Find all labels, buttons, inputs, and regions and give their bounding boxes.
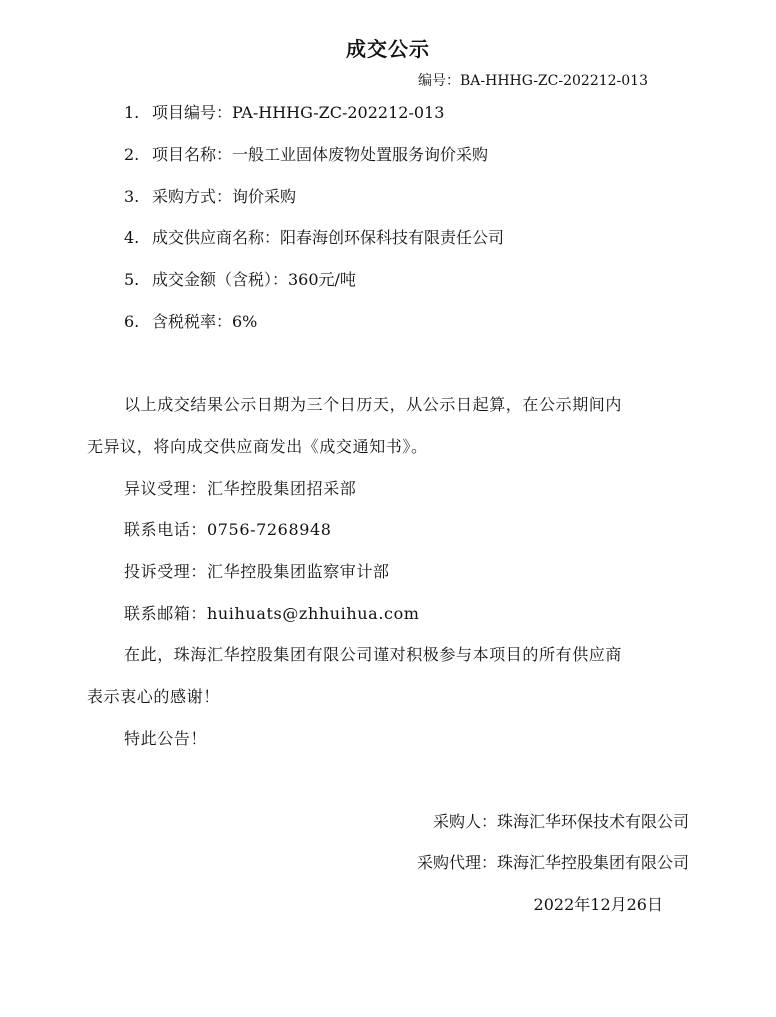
list-item-tax-rate xyxy=(124,309,257,332)
list-item-procurement-method xyxy=(124,184,296,207)
signature-agent: 采购代理：珠海汇华控股集团有限公司 xyxy=(416,853,689,872)
list-item-supplier xyxy=(124,225,504,248)
list-item-project-number xyxy=(124,100,444,123)
thanks-line-2: 表示衷心的感谢！ xyxy=(87,687,220,706)
page-title: 成交公示 xyxy=(346,37,430,61)
signature-buyer: 采购人：珠海汇华环保技术有限公司 xyxy=(432,812,689,831)
list-item-text: 项目名称：一般工业固体废物处置服务询价采购 xyxy=(152,145,489,164)
list-item-text: 项目编号：PA-HHHG-ZC-202212-013 xyxy=(152,103,445,122)
list-item-text: 采购方式：询价采购 xyxy=(152,187,297,206)
contact-phone: 联系电话：0756-7268948 xyxy=(124,520,332,539)
list-item-number: 3. xyxy=(124,187,140,206)
list-item-amount xyxy=(124,267,356,290)
list-item-number: 1. xyxy=(124,103,140,122)
contact-email: 联系邮箱：huihuats@zhhuihua.com xyxy=(124,604,420,623)
list-item-text: 成交供应商名称：阳春海创环保科技有限责任公司 xyxy=(152,228,505,247)
list-item-text: 含税税率：6% xyxy=(152,312,258,331)
list-item-text: 成交金额（含税）：360元/吨 xyxy=(152,270,356,289)
list-item-number: 2. xyxy=(124,145,140,164)
list-item-number: 6. xyxy=(124,312,140,331)
list-item-project-name xyxy=(124,142,488,165)
thanks-line-1: 在此，珠海汇华控股集团有限公司谨对积极参与本项目的所有供应商 xyxy=(124,645,623,664)
notice-line-2: 无异议，将向成交供应商发出《成交通知书》。 xyxy=(87,437,428,456)
list-item-number: 4. xyxy=(124,228,140,247)
document-number: 编号：BA-HHHG-ZC-202212-013 xyxy=(418,73,648,89)
signature-date: 2022年12月26日 xyxy=(533,895,663,914)
list-item-number: 5. xyxy=(124,270,140,289)
closing-statement: 特此公告！ xyxy=(124,729,208,748)
objection-contact: 异议受理：汇华控股集团招采部 xyxy=(124,479,357,498)
notice-line-1: 以上成交结果公示日期为三个日历天，从公示日起算，在公示期间内 xyxy=(124,395,623,414)
complaint-contact: 投诉受理：汇华控股集团监察审计部 xyxy=(124,562,390,581)
